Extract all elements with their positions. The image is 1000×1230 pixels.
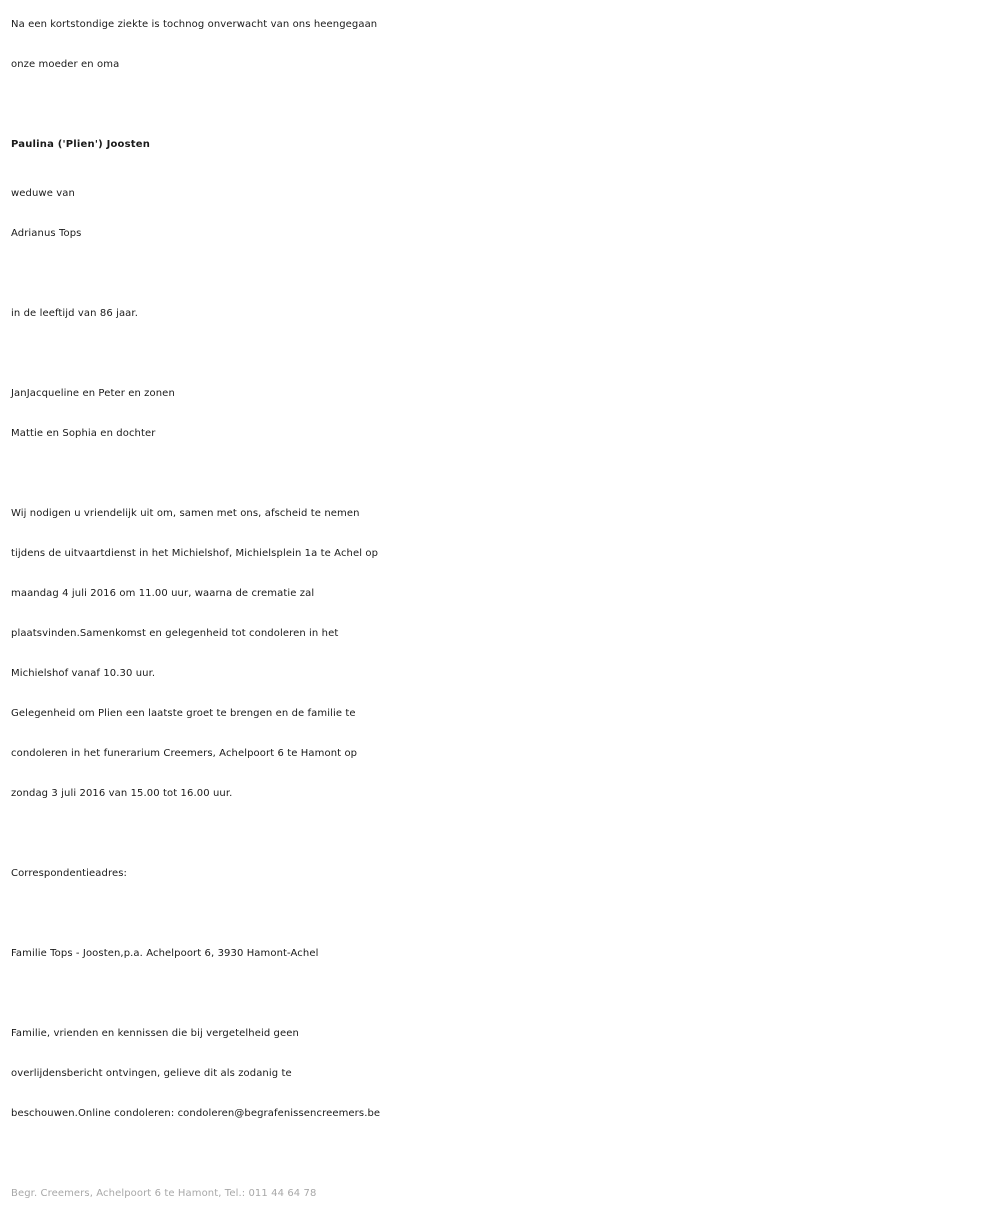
intro-line: onze moeder en oma — [11, 59, 120, 70]
correspondence-address: Familie Tops - Joosten,p.a. Achelpoort 6, 3930 Hamont-Achel — [11, 948, 319, 959]
invitation-line: maandag 4 juli 2016 om 11.00 uur, waarna de crematie zal — [11, 588, 315, 599]
invitation-line: Michielshof vanaf 10.30 uur. — [11, 668, 156, 679]
widow-of-label: weduwe van — [11, 188, 75, 199]
invitation-line: tijdens de uitvaartdienst in het Michielshof, Michielsplein 1a te Achel op — [11, 548, 379, 559]
invitation-line: Wij nodigen u vriendelijk uit om, samen met ons, afscheid te nemen — [11, 508, 360, 519]
closing-line: overlijdensbericht ontvingen, gelieve dit als zodanig te — [11, 1068, 292, 1079]
invitation-line: zondag 3 juli 2016 van 15.00 tot 16.00 uur. — [11, 788, 233, 799]
closing-line: beschouwen.Online condoleren: condoleren@begrafenissencreemers.be — [11, 1108, 381, 1119]
spouse-name: Adrianus Tops — [11, 228, 82, 239]
invitation-line: plaatsvinden.Samenkomst en gelegenheid tot condoleren in het — [11, 628, 339, 639]
family-line: Mattie en Sophia en dochter — [11, 428, 156, 439]
closing-line: Familie, vrienden en kennissen die bij vergetelheid geen — [11, 1028, 299, 1039]
invitation-line: Gelegenheid om Plien een laatste groet te brengen en de familie te — [11, 708, 356, 719]
funeral-home-footer: Begr. Creemers, Achelpoort 6 te Hamont, Tel.: 011 44 64 78 — [11, 1188, 317, 1199]
family-line: JanJacqueline en Peter en zonen — [11, 388, 175, 399]
age-text: in de leeftijd van 86 jaar. — [11, 308, 138, 319]
obituary-notice — [11, 5, 991, 1214]
invitation-line: condoleren in het funerarium Creemers, Achelpoort 6 te Hamont op — [11, 748, 358, 759]
intro-line: Na een kortstondige ziekte is tochnog onverwacht van ons heengegaan — [11, 19, 378, 30]
correspondence-label: Correspondentieadres: — [11, 868, 127, 879]
deceased-name: Paulina ('Plien') Joosten — [11, 139, 151, 150]
